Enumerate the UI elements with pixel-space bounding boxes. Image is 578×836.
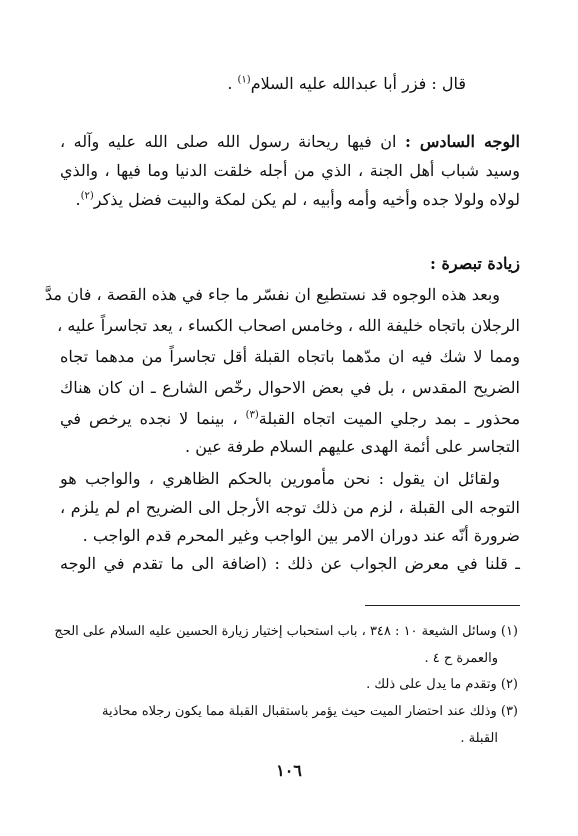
footnote-1-line-2: والعمرة ح ٤ . [424, 651, 498, 666]
page-number: ١٠٦ [276, 761, 302, 780]
para1-line-4: الضريح المقدس ، بل في بعض الاحوال رخّص الشارع ـ ان كان هناك [60, 378, 520, 397]
para2-line-1: ولقائل ان يقول : نحن مأمورين بالحكم الظاهري ، والواجب هو [60, 469, 500, 488]
para1-line-3: ومما لا شك فيه ان مدّهما باتجاه القبلة أقل تجاسراً من مدهما تجاه [60, 347, 520, 366]
para1-text-5a: محذور ـ بمد رجلي الميت اتجاه القبلة [258, 409, 521, 428]
footnote-separator [365, 605, 520, 606]
para2-line-3: ضرورة أنّه عند دوران الامر بين الواجب وغير المحرم قدم الواجب . [82, 526, 520, 545]
insight-heading: زيادة تبصرة : [430, 254, 520, 273]
para1-line-5 [60, 407, 520, 431]
para3-line-1: ـ قلنا في معرض الجواب عن ذلك : (اضافة الى ما تقدم في الوجه [60, 554, 520, 573]
sixth-aspect-text-1: ان فيها ريحانة رسول الله صلى الله عليه وآله ، [60, 132, 405, 151]
footnote-1-line-1: (١) وسائل الشيعة ١٠ : ٣٤٨ ، باب استحباب إختيار زيارة الحسين عليه السلام على الحج [54, 624, 518, 639]
footnote-ref-2: (٢) [80, 190, 94, 202]
para1-text-5b: ، بينما لا نجده يرخص في [60, 409, 246, 428]
sixth-aspect-line-2: وسيد شباب أهل الجنة ، الذي من أجله خلقت الدنيا وما فيها ، والذي [60, 161, 520, 180]
quote-end: . [227, 74, 238, 93]
quote-text: قال : فزر أبا عبدالله عليه السلام [250, 74, 466, 93]
para1-line-2: الرجلان باتجاه خليفة الله ، وخامس اصحاب الكساء ، يعد تجاسراً عليه ، [57, 316, 520, 335]
para1-line-6: التجاسر على أئمة الهدى عليهم السلام طرفة عين . [185, 437, 520, 456]
para2-line-2: التوجه الى القبلة ، لزم من ذلك توجه الأرجل الى الضريح ام لم يلزم ، [60, 498, 520, 517]
sixth-aspect-line-1 [60, 130, 520, 154]
quote-line [227, 72, 466, 96]
footnote-ref-3: (٣) [245, 409, 259, 421]
footnote-2: (٢) وتقدم ما يدل على ذلك . [366, 677, 518, 692]
footnote-ref-1: (١) [237, 74, 251, 86]
sixth-aspect-heading: الوجه السادس : [404, 132, 520, 151]
sixth-aspect-end: . [75, 190, 81, 209]
footnote-3-line-2: القبلة . [460, 731, 498, 746]
para1-line-1: وبعد هذه الوجوه قد نستطيع ان نفسّر ما جاء في هذه القصة ، فان مدَّ [45, 285, 500, 304]
sixth-aspect-line-3 [60, 188, 520, 212]
footnote-3-line-1: (٣) وذلك عند احتضار الميت حيث يؤمر باستقبال القبلة مما يكون رجلاه محاذية [102, 704, 518, 719]
sixth-aspect-text-3: لولاه ولولا جده وأخيه وأمه وأبيه ، لم يكن لمكة والبيت فضل يذكر [93, 190, 520, 209]
